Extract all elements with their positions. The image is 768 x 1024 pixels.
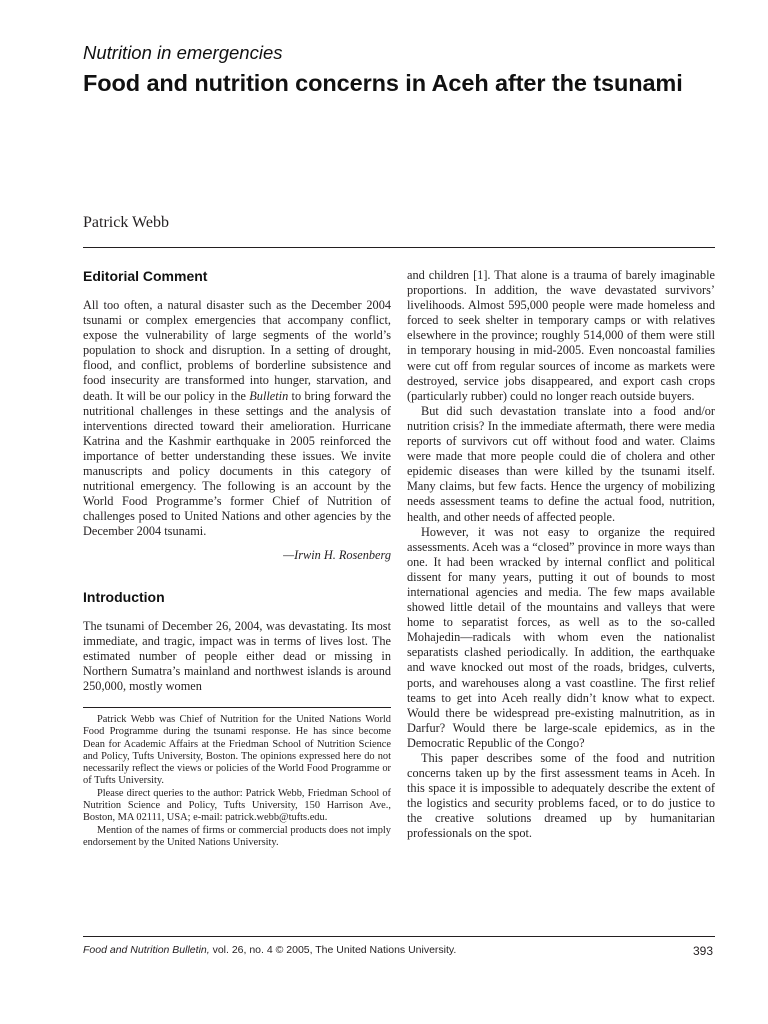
editorial-heading: Editorial Comment bbox=[83, 268, 208, 284]
footnote-contact: Please direct queries to the author: Patrick Webb, Friedman School of Nutrition Science and Policy, Tufts University, 150 Harrison Ave., Boston, MA 02111, USA; e-mail: patrick.webb@tufts.edu. bbox=[83, 787, 391, 824]
footnote-author-bio: Patrick Webb was Chief of Nutrition for the United Nations World Food Programme during the tsunami response. He has since become Dean for Academic Affairs at the Friedman School of Nutrition Science and Policy, Tufts University, Boston. The opinions expressed here do not necessarily reflect the views or policies of the World Food Programme or of Tufts University. bbox=[83, 713, 391, 787]
footer-rule bbox=[83, 936, 715, 937]
article-title: Food and nutrition concerns in Aceh after the tsunami bbox=[83, 70, 683, 96]
bulletin-italic: Bulletin bbox=[249, 388, 289, 403]
page-number: 393 bbox=[692, 944, 713, 958]
introduction-paragraph-4: This paper describes some of the food and nutrition concerns taken up by the first assessment teams in Aceh. In this space it is impossible to adequately describe the extent of the logistics and security problems faced, or to do justice to the creative solutions dreamed up by humanitarian professionals on the spot. bbox=[407, 751, 715, 841]
introduction-paragraph-3: However, it was not easy to organize the required assessments. Aceh was a “closed” province in more ways than one. It had been wracked by internal conflict and political dissent for many years, putting it out of bounds to most international agencies and media. The few maps available showed little detail of the mountains and valleys that were home to separatist forces, as well as to the so-called Mohajedin—radicals with whom even the nationalist separatists clashed periodically. In addition, the earthquake and wave knocked out most of the roads, bridges, culverts, ports, and warehouses along a vast coastline. The first relief teams to get into Aceh really didn’t know what to expect. Would there be widespread pre-existing malnutrition, as in Darfur? Would there be large-scale epidemics, as in the Democratic Republic of the Congo? bbox=[407, 524, 715, 750]
header-rule bbox=[83, 247, 715, 248]
journal-citation: Food and Nutrition Bulletin, vol. 26, no. 4 © 2005, The United Nations University. bbox=[83, 944, 457, 956]
footnote-disclaimer: Mention of the names of firms or commercial products does not imply endorsement by the United Nations University. bbox=[83, 824, 391, 848]
footnote-rule bbox=[83, 707, 391, 708]
left-column bbox=[83, 268, 391, 849]
introduction-heading: Introduction bbox=[83, 588, 165, 605]
editorial-text: All too often, a natural disaster such as the December 2004 tsunami or complex emergencies that accompany conflict, expose the vulnerability of large segments of the world’s population to shock and disruption. In a setting of drought, flood, and conflict, problems of borderline subsistence and food insecurity are transformed into hunger, starvation, and death. It will be our policy in the Bulletin to bring forward the nutritional challenges in these settings and the analysis of interventions directed toward their amelioration. Hurricane Katrina and the Kashmir earthquake in 2005 reinforced the importance of better understanding these issues. We invite manuscripts and policy documents in this category of nutritional emergency. The following is an account by the World Food Programme’s former Chief of Nutrition of challenges posed to United Nations and other agencies by the December 2004 tsunami. bbox=[83, 298, 392, 539]
introduction-paragraph-2: But did such devastation translate into a food and/or nutrition crisis? In the immediate aftermath, there were media reports of survivors cut off without food and water. Claims were made that more people could die of cholera and other epidemic diseases than were killed by the tsunami itself. Many claims, but few facts. Hence the urgency of mobilizing needs assessment teams to define the actual food, nutrition, health, and other needs of affected people. bbox=[407, 403, 715, 524]
introduction-paragraph-1-cont: and children [1]. That alone is a trauma of barely imaginable proportions. In addition, the wave devastated survivors’ livelihoods. Almost 595,000 people were made homeless and forced to seek shelter in temporary camps or with relatives elsewhere in the province; roughly 514,000 of them were still in temporary housing in mid-2005. Even noncoastal families were cut off from regular sources of income as markets were destroyed, service jobs disappeared, and export cash crops (particularly rubber) could no longer reach outside buyers. bbox=[407, 268, 715, 403]
author-name: Patrick Webb bbox=[83, 214, 169, 231]
section-kicker: Nutrition in emergencies bbox=[83, 42, 283, 63]
right-column bbox=[407, 268, 715, 842]
right-column-text bbox=[407, 268, 715, 842]
footnotes bbox=[83, 714, 391, 849]
introduction-paragraph-1: The tsunami of December 26, 2004, was devastating. Its most immediate, and tragic, impact was in terms of lives lost. The estimated number of people either dead or missing in Northern Sumatra’s mainland and northwest islands is around 250,000, mostly women bbox=[83, 618, 391, 693]
editorial-signature: —Irwin H. Rosenberg bbox=[283, 547, 391, 562]
